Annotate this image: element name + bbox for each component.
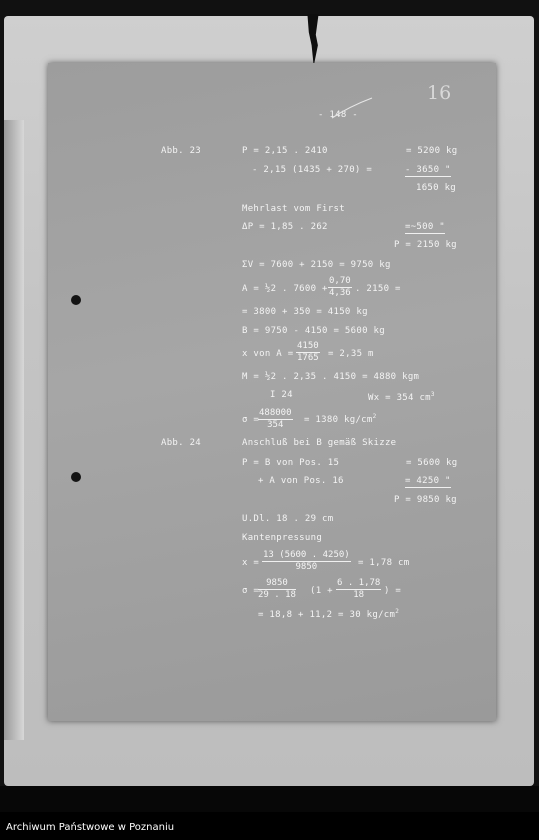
a-frac-num: 0,70 xyxy=(329,276,351,286)
ks-den2: 18 xyxy=(353,590,365,600)
ks-mid: (1 + xyxy=(310,586,333,596)
kantenpressung-heading: Kantenpressung xyxy=(242,533,323,543)
handwritten-page-number: 16 xyxy=(427,82,452,104)
abb23-line1-right: = 5200 kg xyxy=(406,146,458,156)
x-frac-num: 4150 xyxy=(297,341,319,351)
p1-left: P = B von Pos. 15 xyxy=(242,458,340,468)
abb23-line2-left: - 2,15 (1435 + 270) = xyxy=(252,165,373,175)
ks-prefix: σ = xyxy=(242,586,260,596)
punch-hole-top xyxy=(71,295,81,305)
abb23-line3-right: 1650 kg xyxy=(416,183,457,193)
x-prefix: x von A = xyxy=(242,349,294,359)
wx-text: Wx = 354 cm xyxy=(368,393,431,403)
ks-result-line xyxy=(258,608,400,620)
binding-strip xyxy=(4,120,24,740)
p2-left: + A von Pos. 16 xyxy=(258,476,344,486)
abb23-line1-left: P = 2,15 . 2410 xyxy=(242,146,328,156)
p-total-24: P = 9850 kg xyxy=(394,495,457,505)
x-frac-den: 1765 xyxy=(297,353,319,363)
sigma-num: 488000 xyxy=(259,408,292,418)
ks-den: 29 . 18 xyxy=(258,590,296,600)
x-fraction xyxy=(296,342,320,363)
kx-fraction xyxy=(262,551,351,572)
profile-label: I 24 xyxy=(270,390,293,400)
delta-p-right: =~500 " xyxy=(405,222,446,232)
udl-line: U.Dl. 18 . 29 cm xyxy=(242,514,334,524)
kx-den: 9850 xyxy=(295,562,318,572)
punch-hole-bottom xyxy=(71,472,81,482)
kx-suffix: = 1,78 cm xyxy=(358,558,410,568)
b-line: B = 9750 - 4150 = 5600 kg xyxy=(242,326,385,336)
ks-suffix: ) = xyxy=(384,586,402,596)
page-header: - 148 - xyxy=(318,110,359,120)
wx-exponent: 3 xyxy=(430,391,435,398)
sum-v-line: ΣV = 7600 + 2150 = 9750 kg xyxy=(242,260,391,270)
mehrlast-heading: Mehrlast vom First xyxy=(242,204,345,214)
abb23-label: Abb. 23 xyxy=(161,146,202,156)
ks-exponent: 2 xyxy=(395,608,400,615)
moment-line: M = ½2 . 2,35 . 4150 = 4880 kgm xyxy=(242,372,420,382)
ks-result: = 18,8 + 11,2 = 30 kg/cm xyxy=(258,610,396,620)
a-frac-den: 4,36 xyxy=(329,288,351,298)
p1-right: = 5600 kg xyxy=(406,458,458,468)
p2-right: = 4250 " xyxy=(405,476,451,486)
kx-num: 13 (5600 . 4250) xyxy=(263,550,350,560)
x-suffix: = 2,35 m xyxy=(328,349,374,359)
kx-prefix: x = xyxy=(242,558,260,568)
sigma-den: 354 xyxy=(267,420,284,430)
a-result: = 3800 + 350 = 4150 kg xyxy=(242,307,368,317)
abb24-label: Abb. 24 xyxy=(161,438,202,448)
document-page xyxy=(48,63,496,721)
abb23-line2-right: - 3650 " xyxy=(405,165,451,175)
sigma-fraction xyxy=(258,409,293,430)
pencil-mark xyxy=(330,96,374,120)
wx-line xyxy=(368,391,435,403)
ks-num: 9850 xyxy=(258,579,296,590)
sigma-suffix-line xyxy=(304,413,377,425)
a-suffix: . 2150 = xyxy=(355,284,401,294)
a-prefix: A = ½2 . 7600 + xyxy=(242,284,328,294)
p-total-23: P = 2150 kg xyxy=(394,240,457,250)
ks-fraction-2 xyxy=(336,579,381,600)
anschluss-line: Anschluß bei B gemäß Skizze xyxy=(242,438,397,448)
ks-num2: 6 . 1,78 xyxy=(337,578,381,588)
sigma-exponent: 2 xyxy=(372,413,377,420)
delta-p-left: ΔP = 1,85 . 262 xyxy=(242,222,328,232)
film-edge xyxy=(0,786,539,812)
sigma-prefix: σ = xyxy=(242,415,260,425)
a-fraction xyxy=(328,277,352,298)
ks-fraction-1 xyxy=(258,579,296,600)
sigma-suffix: = 1380 kg/cm xyxy=(304,415,373,425)
archive-footer-text: Archiwum Państwowe w Poznaniu xyxy=(6,822,175,833)
